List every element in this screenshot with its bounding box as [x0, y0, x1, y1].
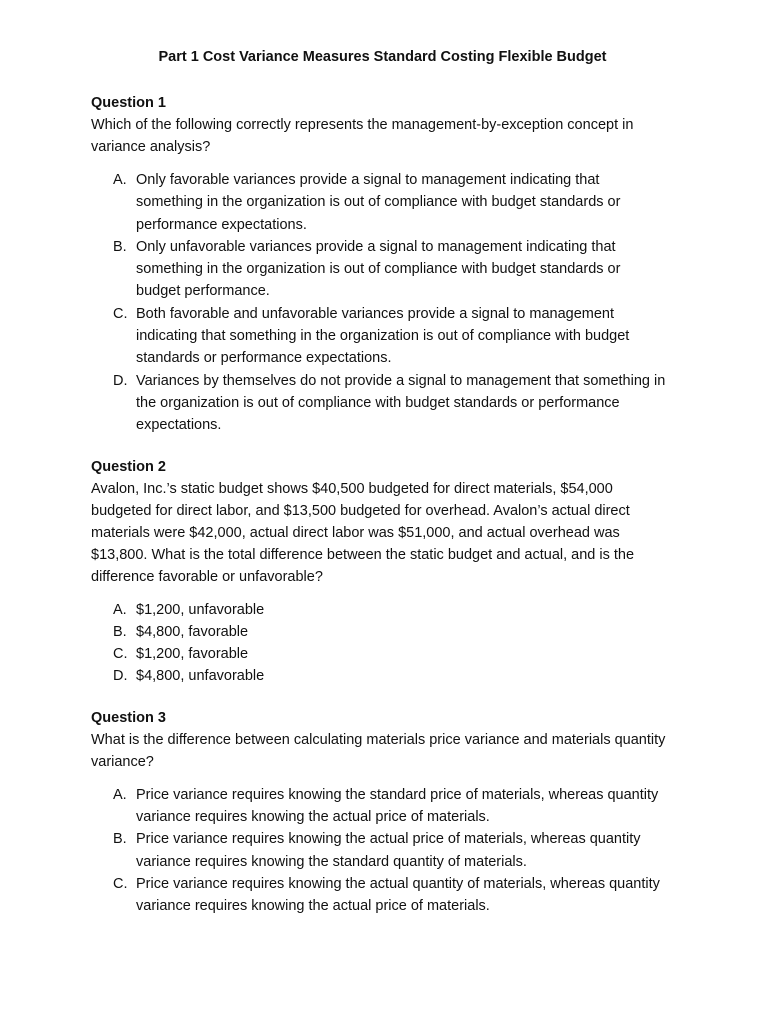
question-heading: Question 3: [91, 709, 166, 726]
option-a: [113, 784, 668, 829]
option-letter: C.: [113, 875, 128, 892]
option-letter: C.: [113, 305, 128, 322]
option-d: [113, 665, 668, 687]
question-2: [91, 457, 668, 688]
option-text: $1,200, unfavorable: [136, 601, 265, 618]
option-text: $4,800, favorable: [136, 623, 249, 640]
question-3: [91, 708, 668, 918]
option-letter: B.: [113, 238, 127, 255]
option-a: [113, 599, 668, 621]
option-letter: A.: [113, 786, 127, 803]
question-text: Which of the following correctly represents the management-by-exception concept in variance analysis?: [91, 117, 634, 155]
option-letter: D.: [113, 372, 128, 389]
question-heading: Question 1: [91, 95, 166, 111]
option-letter: D.: [113, 668, 128, 685]
option-text: Both favorable and unfavorable variances provide a signal to management indicating that something in the organization is out of compliance with budget standards or performance expectations.: [136, 305, 630, 367]
option-b: [113, 236, 668, 303]
option-c: [113, 303, 668, 370]
option-text: Only unfavorable variances provide a signal to management indicating that something in the organization is out of compliance with budget standards or budget performance.: [136, 238, 621, 300]
option-b: [113, 621, 668, 643]
option-text: Variances by themselves do not provide a signal to management that something in the organization is out of compliance with budget standards or performance expectations.: [136, 372, 666, 434]
option-text: Price variance requires knowing the actual quantity of materials, whereas quantity variance requires knowing the actual price of materials.: [136, 875, 660, 915]
option-text: $1,200, favorable: [136, 646, 249, 663]
option-list: [91, 784, 668, 918]
option-text: $4,800, unfavorable: [136, 668, 265, 685]
option-list: [91, 169, 668, 437]
question-1: [91, 93, 668, 437]
option-c: [113, 873, 668, 918]
option-c: [113, 643, 668, 665]
question-text: Avalon, Inc.’s static budget shows $40,500 budgeted for direct materials, $54,000 budgeted for direct labor, and $13,500 budgeted for overhead. Avalon’s actual direct materials were $42,000, actual direct labor was $51,000, and actual overhead was $13,800. What is the total difference between the static budget and actual, and is the difference favorable or unfavorable?: [91, 480, 635, 585]
option-letter: B.: [113, 623, 127, 640]
option-text: Price variance requires knowing the actual price of materials, whereas quantity variance requires knowing the standard quantity of materials.: [136, 831, 641, 870]
option-letter: A.: [113, 601, 127, 618]
question-heading: Question 2: [91, 458, 166, 475]
option-a: [113, 169, 668, 236]
option-text: Price variance requires knowing the standard price of materials, whereas quantity variance requires knowing the actual price of materials.: [136, 786, 659, 826]
option-letter: A.: [113, 172, 127, 188]
option-letter: C.: [113, 646, 128, 663]
option-d: [113, 370, 668, 437]
document-title: Part 1 Cost Variance Measures Standard Costing Flexible Budget: [158, 49, 607, 65]
option-text: Only favorable variances provide a signal to management indicating that something in the organization is out of compliance with budget standards or performance expectations.: [136, 172, 621, 233]
option-letter: B.: [113, 831, 127, 848]
option-list: [91, 599, 668, 688]
question-text: What is the difference between calculating materials price variance and materials quantity variance?: [91, 731, 666, 770]
option-b: [113, 828, 668, 873]
